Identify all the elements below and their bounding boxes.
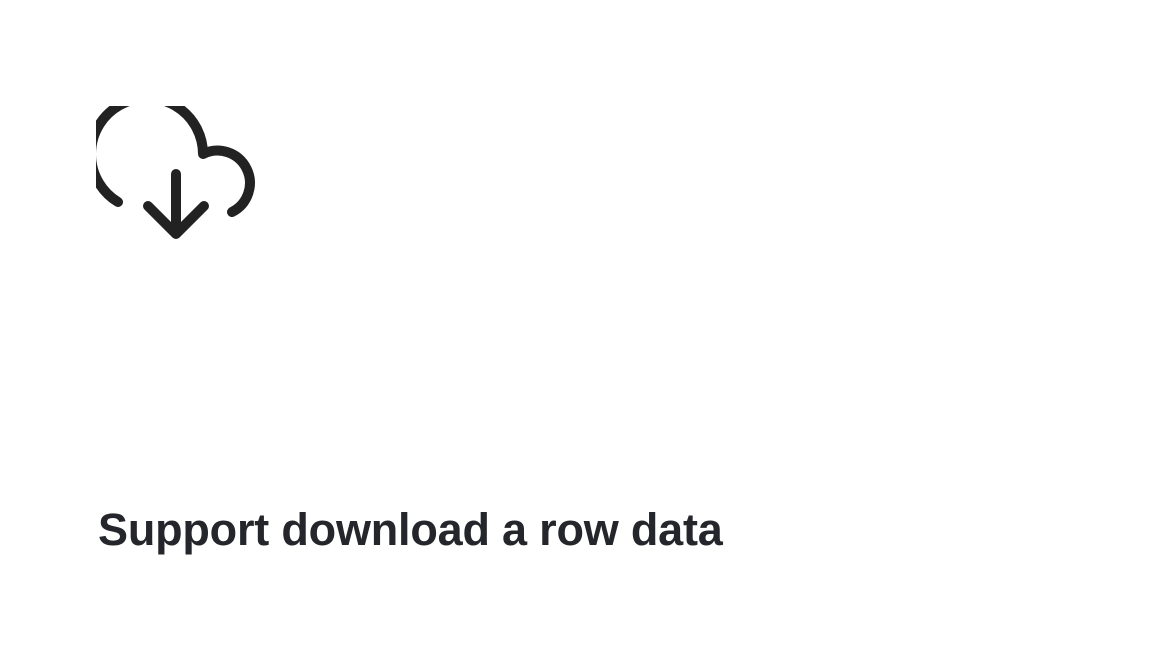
cloud-download-icon: [96, 106, 256, 242]
feature-title: Support download a row data: [98, 504, 723, 555]
